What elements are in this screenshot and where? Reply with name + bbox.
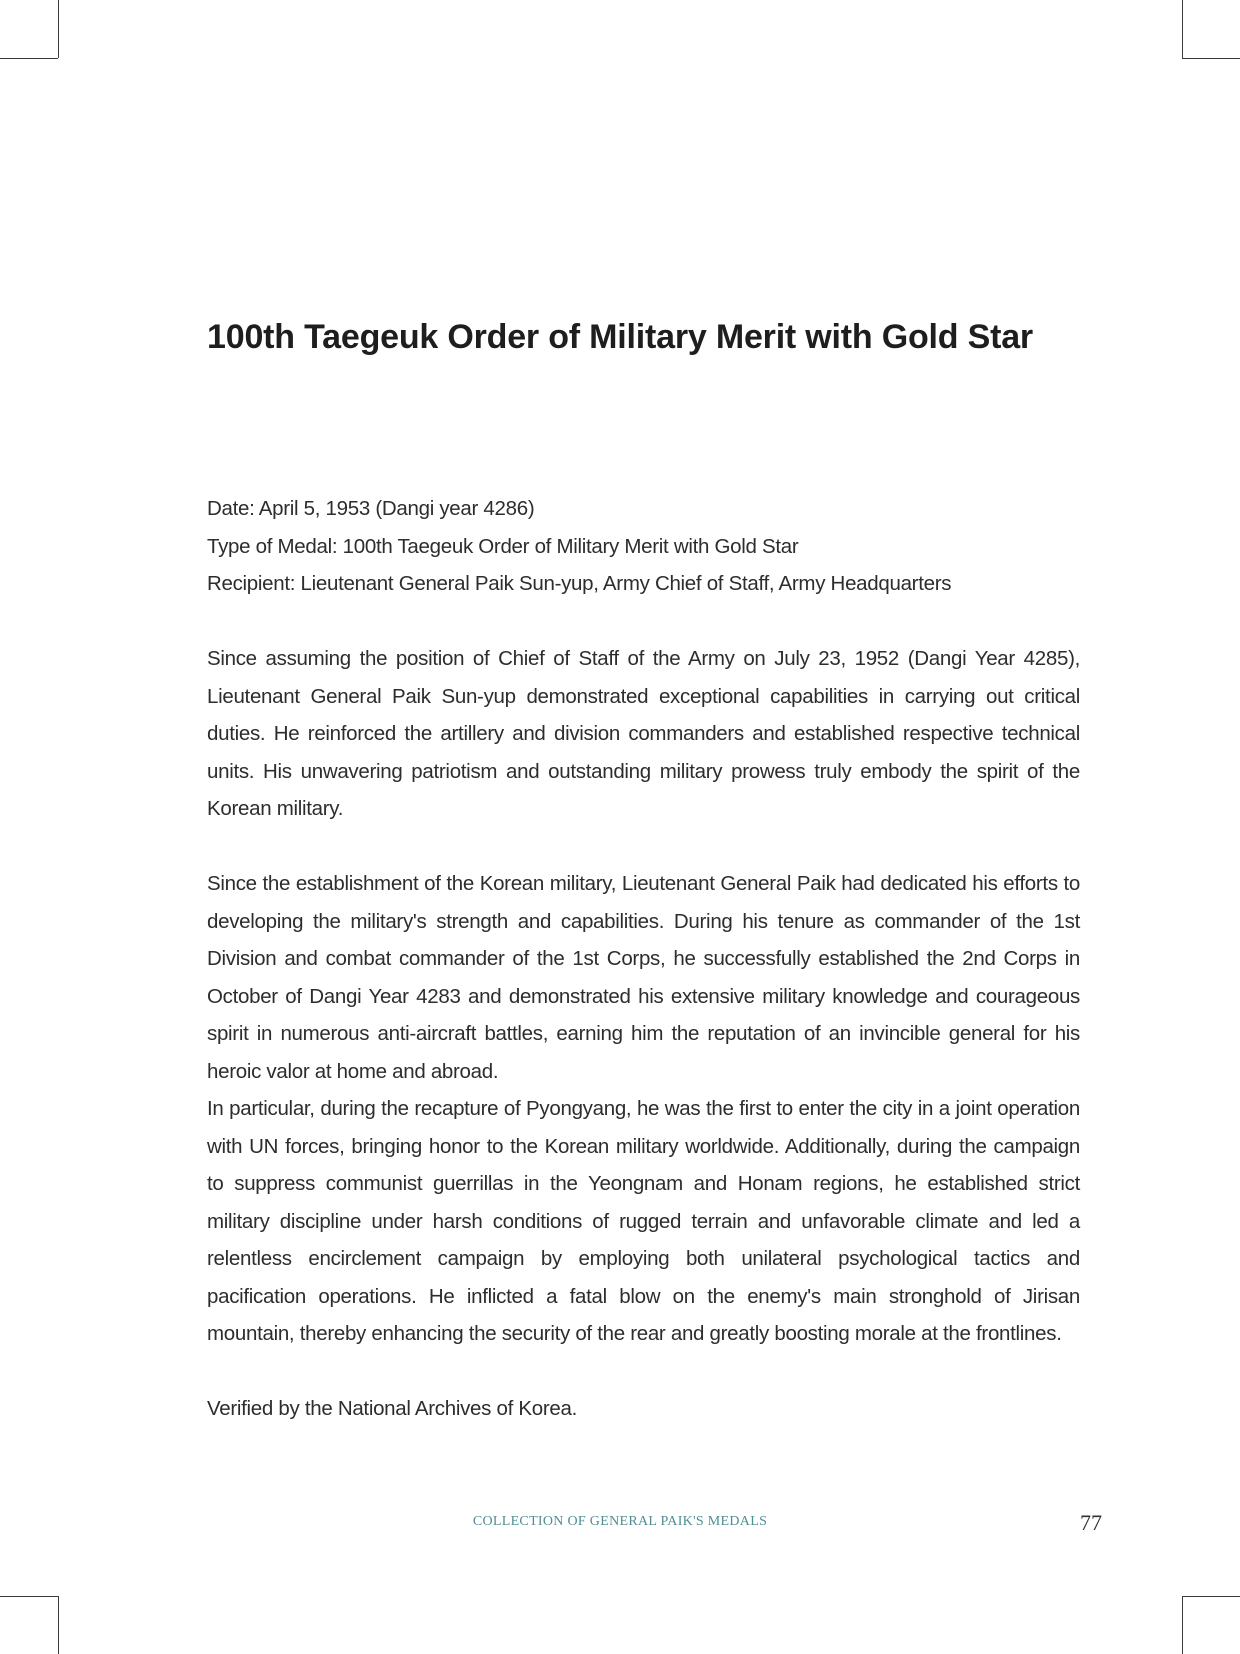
footer-collection-title: COLLECTION OF GENERAL PAIK'S MEDALS	[472, 1514, 768, 1529]
crop-mark-top-left-vertical	[58, 0, 59, 58]
crop-mark-top-left-horizontal	[0, 58, 58, 59]
medal-type-line: Type of Medal: 100th Taegeuk Order of Military Merit with Gold Star	[207, 534, 799, 558]
crop-mark-top-right-horizontal	[1182, 58, 1240, 59]
page-title: 100th Taegeuk Order of Military Merit with Gold Star	[207, 318, 1033, 356]
crop-mark-bottom-right-horizontal	[1182, 1596, 1240, 1597]
date-line: Date: April 5, 1953 (Dangi year 4286)	[207, 497, 535, 520]
page-number: 77	[1080, 1510, 1102, 1535]
spacer	[207, 603, 1080, 641]
verification-note: Verified by the National Archives of Korea.	[207, 1397, 577, 1420]
crop-mark-bottom-left-horizontal	[0, 1596, 58, 1597]
spacer	[207, 1353, 1080, 1391]
crop-mark-bottom-right-vertical	[1182, 1596, 1183, 1654]
crop-mark-bottom-left-vertical	[58, 1596, 59, 1654]
document-body	[207, 490, 1080, 1428]
paragraph-pyongyang: In particular, during the recapture of Pyongyang, he was the first to enter the city in a joint operation with UN forces, bringing honor to the Korean military worldwide. Additionally, during the campaign to suppress communist guerrillas in the Yeongnam and Honam regions, he established strict military discipline under harsh conditions of rugged terrain and unfavorable climate and led a relentless encirclement campaign by employing both unilateral psychological tactics and pacification operations. He inflicted a fatal blow on the enemy's main stronghold of Jirisan mountain, thereby enhancing the security of the rear and greatly boosting morale at the frontlines.	[207, 1097, 1080, 1345]
crop-mark-top-right-vertical	[1182, 0, 1183, 58]
paragraph-establishment: Since the establishment of the Korean military, Lieutenant General Paik had dedicated his efforts to developing the military's strength and capabilities. During his tenure as commander of the 1st Division and combat commander of the 1st Corps, he successfully established the 2nd Corps in October of Dangi Year 4283 and demonstrated his extensive military knowledge and courageous spirit in numerous anti-aircraft battles, earning him the reputation of an invincible general for his heroic valor at home and abroad.	[207, 872, 1080, 1083]
spacer	[207, 828, 1080, 866]
paragraph-chief-of-staff: Since assuming the position of Chief of Staff of the Army on July 23, 1952 (Dangi Year 4285), Lieutenant General Paik Sun-yup demonstrated exceptional capabilities in carrying out critical duties. He reinforced the artillery and division commanders and established respective technical units. His unwavering patriotism and outstanding military prowess truly embody the spirit of the Korean military.	[207, 647, 1080, 820]
recipient-line: Recipient: Lieutenant General Paik Sun-yup, Army Chief of Staff, Army Headquarters	[207, 572, 952, 595]
